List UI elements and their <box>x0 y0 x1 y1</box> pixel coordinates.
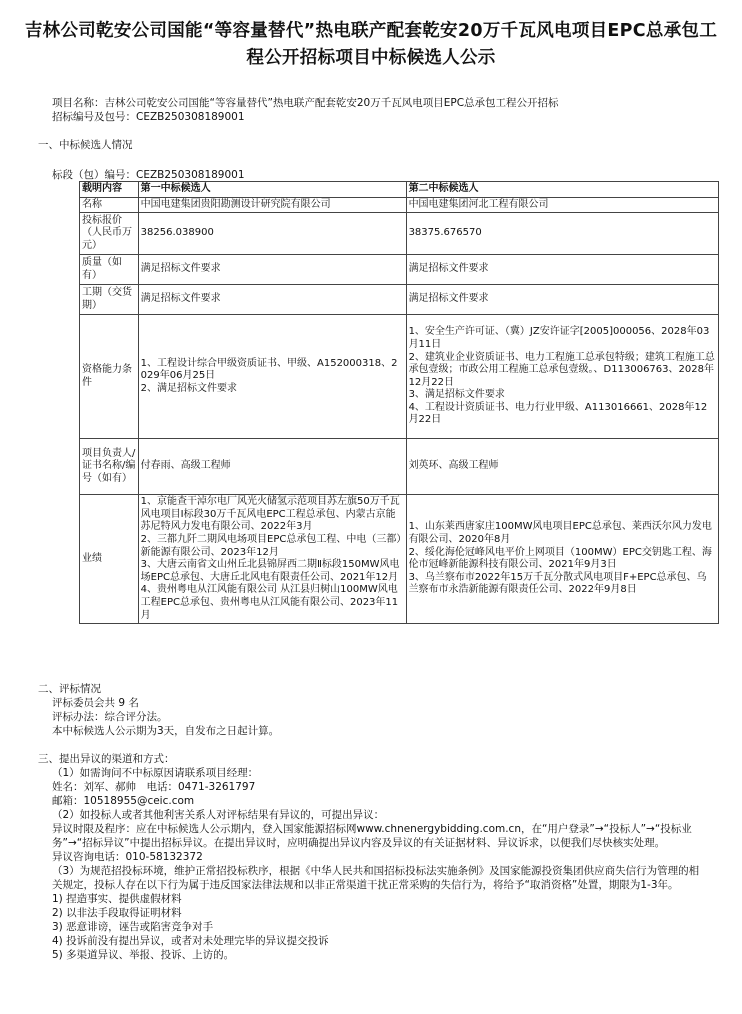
candidates-table <box>79 181 719 624</box>
second-candidate-cell <box>406 315 718 439</box>
first-candidate-cell: 满足招标文件要求 <box>138 285 406 315</box>
section-heading-objection: 三、提出异议的渠道和方式： <box>38 753 175 765</box>
table-row <box>80 439 719 495</box>
performance-line: 2、三都九阡二期风电场项目EPC总承包工程、中电（三都）新能源有限公司、2023年12月 <box>140 533 402 558</box>
qualification-line: 2、建筑业企业资质证书、电力工程施工总承包特级；建筑工程施工总承包壹级；市政公用工程施工总承包壹级。、D113006763、2028年12月22日 <box>408 351 715 388</box>
objection-phone: 异议咨询电话：010-58132372 <box>52 851 203 863</box>
first-candidate-cell <box>138 495 406 624</box>
header-cell-content: 载明内容 <box>80 182 139 198</box>
qualification-line: 1、安全生产许可证、（冀）JZ安许证字[2005]000056、2028年03月11日 <box>408 326 710 350</box>
header-cell-second: 第二中标候选人 <box>406 182 718 198</box>
dishonesty-item: 5) 多渠道异议、举报、投诉、上访的。 <box>52 949 235 961</box>
second-candidate-cell: 38375.676570 <box>406 213 718 255</box>
tender-number: 招标编号及包号：CEZB250308189001 <box>52 111 245 123</box>
performance-line: 3、大唐云南省文山州丘北县锦屏西二期Ⅱ标段150MW风电场EPC总承包、大唐丘北风电有限责任公司、2021年12月 <box>140 559 400 583</box>
performance-line: 4、贵州粤电从江风能有限公司 从江县归树山100MW风电工程EPC总承包、贵州粤电从江风能有限公司、2023年11月 <box>140 584 399 621</box>
table-row <box>80 285 719 315</box>
page-title: 吉林公司乾安公司国能“等容量替代”热电联产配套乾安20万千瓦风电项目EPC总承包工程公开招标项目中标候选人公示 <box>24 21 718 68</box>
dishonesty-item: 4) 投诉前没有提出异议，或者对未处理完毕的异议提交投诉 <box>52 935 329 947</box>
row-label: 业绩 <box>80 495 139 624</box>
publicity-period: 本中标候选人公示期为3天，自发布之日起计算。 <box>52 725 280 737</box>
dishonesty-item: 3) 恶意诽谤，诬告或陷害竞争对手 <box>52 921 214 933</box>
contact-email: 邮箱：10518955@ceic.com <box>52 795 195 807</box>
qualification-line: 2、满足招标文件要求 <box>140 382 238 394</box>
header-cell-first: 第一中标候选人 <box>138 182 406 198</box>
second-candidate-cell: 满足招标文件要求 <box>406 255 718 285</box>
objection-process: 异议时限及程序：应在中标候选人公示期内，登入国家能源招标网www.chnenergybidding.com.cn，在“用户登录”→“投标人”→“投标业务”→“招标异议”中提出招标异议。在提出异议时，应明确提出异议内容及异议的有关证据材料、异议诉求，以便我们尽快核实处理。 <box>52 823 692 849</box>
table-row <box>80 495 719 624</box>
table-row <box>80 197 719 213</box>
row-label: 名称 <box>80 197 139 213</box>
first-candidate-cell: 付春雨、高级工程师 <box>138 439 406 495</box>
section-heading-evaluation: 二、评标情况 <box>38 683 101 695</box>
qualification-line: 4、工程设计资质证书、电力行业甲级、A113016661、2028年12月22日 <box>408 401 708 426</box>
dishonesty-intro: （3）为规范招投标环境，维护正常招投标秩序，根据《中华人民共和国招标投标法实施条例》及国家能源投资集团供应商失信行为管理的相关规定，投标人存在以下行为属于违反国家法律法规和以非正常渠道干扰正常采购的失信行为，将给予“取消资格”处置，期限为1-3年。 <box>52 865 700 891</box>
qualification-line: 1、工程设计综合甲级资质证书、甲级、A152000318、2029年06月25日 <box>140 357 398 382</box>
table-row <box>80 315 719 439</box>
second-candidate-cell: 满足招标文件要求 <box>406 285 718 315</box>
second-candidate-cell <box>406 495 718 624</box>
table-header-row <box>80 182 719 198</box>
second-candidate-cell: 刘英环、高级工程师 <box>406 439 718 495</box>
first-candidate-cell: 满足招标文件要求 <box>138 255 406 285</box>
evaluation-method: 评标办法：综合评分法。 <box>52 711 168 723</box>
performance-line: 1、山东莱西唐家庄100MW风电项目EPC总承包、莱西沃尔风力发电有限公司、2020年8月 <box>408 521 712 545</box>
objection-intro: （2）如投标人或者其他利害关系人对评标结果有异议的，可提出异议： <box>52 809 385 821</box>
row-label: 投标报价（人民币万元） <box>80 213 139 255</box>
contact-name-phone: 姓名：刘军、郝帅 电话：0471-3261797 <box>52 781 256 793</box>
row-label: 资格能力条件 <box>80 315 139 439</box>
first-candidate-cell: 38256.038900 <box>138 213 406 255</box>
first-candidate-cell: 中国电建集团贵阳勘测设计研究院有限公司 <box>138 197 406 213</box>
section-heading-candidates: 一、中标候选人情况 <box>38 139 133 151</box>
committee-size: 评标委员会共 9 名 <box>52 697 139 709</box>
performance-line: 1、京能查干淖尔电厂风光火储氢示范项目苏左旗50万千瓦风电项目Ⅰ标段30万千瓦风电EPC工程总承包、内蒙古京能苏尼特风力发电有限公司、2022年3月 <box>140 496 400 533</box>
contact-intro: （1）如需询问不中标原因请联系项目经理： <box>52 767 259 779</box>
lot-number: 标段（包）编号：CEZB250308189001 <box>52 169 245 181</box>
first-candidate-cell <box>138 315 406 439</box>
performance-line: 2、绥化海伦冠峰风电平价上网项目（100MW）EPC交钥匙工程、海伦市冠峰新能源科技有限公司、2021年9月3日 <box>408 546 712 571</box>
performance-line: 3、乌兰察布市2022年15万千瓦分散式风电项目F+EPC总承包、乌兰察布市永浩新能源有限责任公司、2022年9月8日 <box>408 571 707 596</box>
row-label: 项目负责人/证书名称/编号（如有） <box>80 439 139 495</box>
dishonesty-item: 1) 捏造事实、提供虚假材料 <box>52 893 182 905</box>
dishonesty-item: 2) 以非法手段取得证明材料 <box>52 907 182 919</box>
table-row <box>80 255 719 285</box>
row-label: 工期（交货期） <box>80 285 139 315</box>
qualification-line: 3、满足招标文件要求 <box>408 389 505 401</box>
table-row <box>80 213 719 255</box>
second-candidate-cell: 中国电建集团河北工程有限公司 <box>406 197 718 213</box>
project-meta <box>52 96 559 124</box>
row-label: 质量（如有） <box>80 255 139 285</box>
project-name: 项目名称：吉林公司乾安公司国能“等容量替代”热电联产配套乾安20万千瓦风电项目EPC总承包工程公开招标 <box>52 97 559 109</box>
notice-body <box>38 682 708 962</box>
